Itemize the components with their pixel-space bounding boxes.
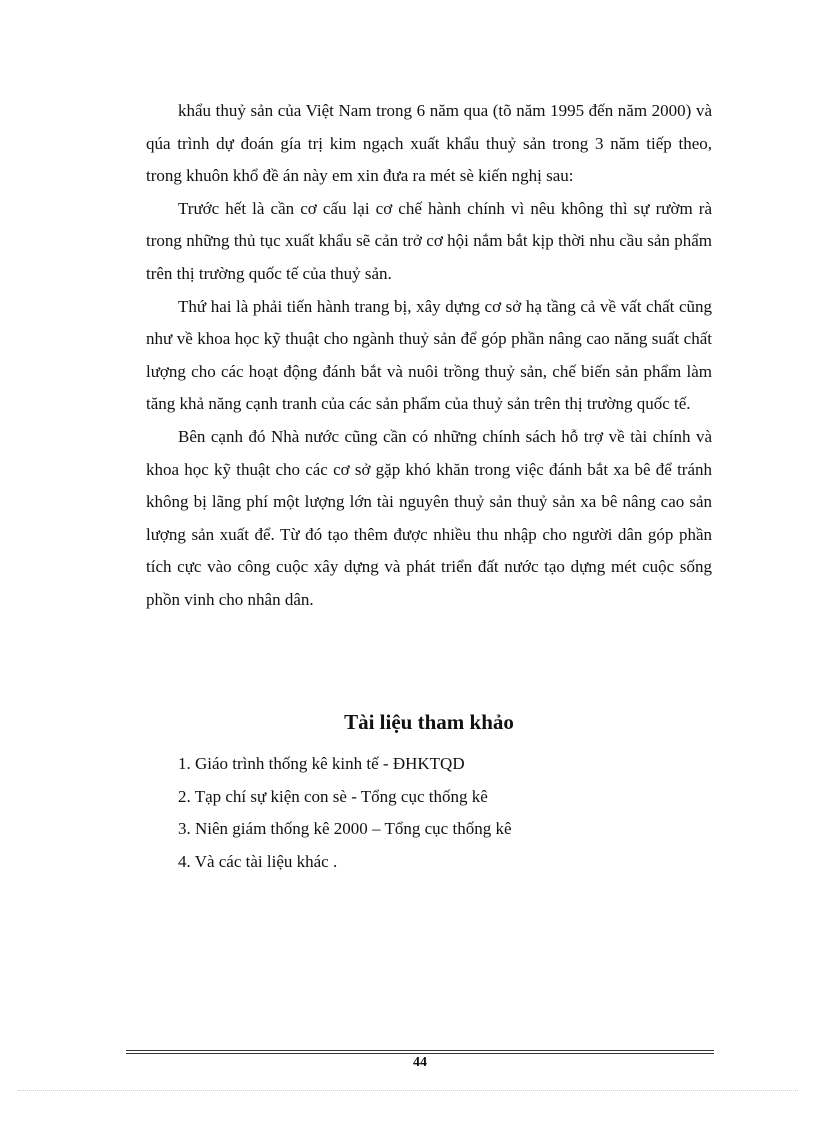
body-text bbox=[146, 95, 712, 617]
reference-item: 1. Giáo trình thống kê kinh tế - ĐHKTQD bbox=[178, 754, 465, 773]
page-bottom-divider bbox=[18, 1090, 798, 1091]
reference-item: 2. Tạp chí sự kiện con sè - Tổng cục thống kê bbox=[178, 786, 488, 806]
paragraph-recommendation-1: Trước hết là cần cơ cấu lại cơ chế hành chính vì nêu không thì sự rườm rà trong những thủ tục xuất khẩu sẽ cản trở cơ hội nắm bắt kịp thời nhu cầu sản phẩm trên thị trường quốc tế của thuỷ sản. bbox=[146, 198, 712, 283]
paragraph-recommendation-2: Thứ hai là phải tiến hành trang bị, xây dựng cơ sở hạ tầng cả về vất chất cũng như về khoa học kỹ thuật cho ngành thuỷ sản để góp phần nâng cao năng suất chất lượng cho các hoạt động đánh bắt và nuôi trồng thuỷ sản, chế biến sản phẩm làm tăng khả năng cạnh tranh của các sản phẩm của thuỷ sản trên thị trường quốc tế. bbox=[146, 296, 712, 414]
reference-item: 4. Và các tài liệu khác . bbox=[178, 851, 338, 871]
reference-item: 3. Niên giám thống kê 2000 – Tổng cục thống kê bbox=[178, 819, 512, 839]
paragraph-recommendation-3: Bên cạnh đó Nhà nước cũng cần có những chính sách hỗ trợ về tài chính và khoa học kỹ thuật cho các cơ sở gặp khó khăn trong việc đánh bắt xa bê để tránh không bị lãng phí một lượng lớn tài nguyên thuỷ sản thuỷ sản xa bê nâng cao sản lượng sản xuất để. Từ đó tạo thêm được nhiều thu nhập cho người dân góp phần tích cực vào công cuộc xây dựng và phát triển đất nước tạo dựng mét cuộc sống phồn vinh cho nhân dân. bbox=[146, 426, 712, 609]
page-number: 44 bbox=[413, 1055, 427, 1070]
references-list bbox=[178, 748, 512, 878]
footer-rule-top bbox=[126, 1050, 714, 1051]
paragraph-conclusion-intro: khẩu thuỷ sản của Việt Nam trong 6 năm qua (tõ năm 1995 đến năm 2000) và qúa trình dự đoán gía trị kim ngạch xuất khẩu thuỷ sản trong 3 năm tiếp theo, trong khuôn khổ đề án này em xin đưa ra mét sè kiến nghị sau: bbox=[146, 101, 712, 186]
references-title: Tài liệu tham khảo bbox=[344, 710, 514, 734]
